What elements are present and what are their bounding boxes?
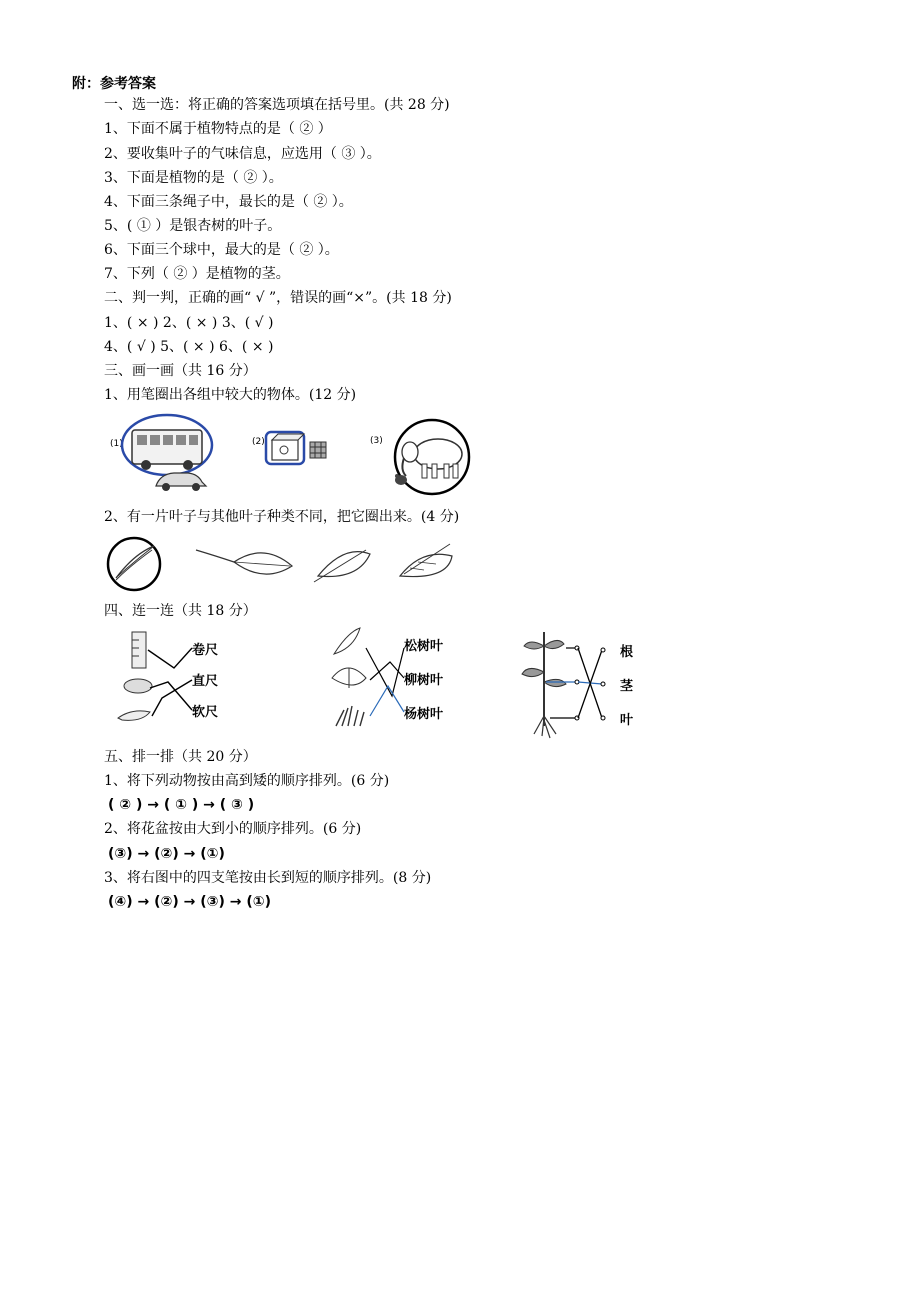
label-straight: 直尺 <box>192 674 219 689</box>
label-pine: 松树叶 <box>404 639 444 654</box>
s1-q4: 4、下面三条绳子中，最长的是（ ② ）。 <box>104 194 353 210</box>
s1-q3: 3、下面是植物的是（ ② ）。 <box>104 170 283 186</box>
s5-a3: (④) → (②) → (③) → (①) <box>108 894 272 910</box>
s1-q2: 2、要收集叶子的气味信息，应选用（ ③ ）。 <box>104 146 381 162</box>
match-line-6 <box>370 686 404 716</box>
label-willow: 柳树叶 <box>404 673 444 688</box>
leaf-icon-2 <box>196 550 292 574</box>
leaves-figure <box>104 532 464 594</box>
s5-a1: ( ② ) → ( ① ) → ( ③ ) <box>108 797 255 813</box>
section1-heading: 一、选一选：将正确的答案选项填在括号里。(共 28 分) <box>104 97 450 113</box>
section3-heading: 三、画一画（共 16 分） <box>104 363 257 379</box>
label-stem: 茎 <box>620 679 634 694</box>
match-line-2 <box>150 682 192 710</box>
label-root: 根 <box>620 645 634 660</box>
s5-q2: 2、将花盆按由大到小的顺序排列。(6 分) <box>104 821 362 837</box>
willow-leaf-icon <box>334 628 360 654</box>
leaf-icon-4 <box>400 544 452 577</box>
pine-leaf-icon <box>116 546 154 580</box>
fig-label-1: (1) <box>110 439 123 449</box>
label-tape: 卷尺 <box>192 643 219 658</box>
match-line-1 <box>148 648 192 668</box>
section2-heading: 二、判一判，正确的画“ √ ”，错误的画“×”。(共 18 分) <box>104 290 452 306</box>
car-icon <box>156 473 206 491</box>
label-soft: 软尺 <box>192 705 219 720</box>
soft-ruler-icon <box>118 711 150 720</box>
s2-row1: 1、( × ) 2、( × ) 3、( √ ) <box>104 315 274 331</box>
compare-size-figure <box>104 410 484 500</box>
s5-q1: 1、将下列动物按由高到矮的顺序排列。(6 分) <box>104 773 390 789</box>
tape-measure-icon <box>132 632 146 668</box>
section4-heading: 四、连一连（共 18 分） <box>104 603 257 619</box>
fig-label-2: (2) <box>252 437 265 447</box>
coiled-ruler-icon <box>124 679 152 693</box>
fig-label-3: (3) <box>370 436 383 446</box>
s2-row2: 4、( √ ) 5、( × ) 6、( × ) <box>104 339 274 355</box>
label-poplar: 杨树叶 <box>404 707 444 722</box>
s3-q2: 2、有一片叶子与其他叶子种类不同，把它圈出来。(4 分) <box>104 509 460 525</box>
plant-icon <box>522 632 566 738</box>
section5-heading: 五、排一排（共 20 分） <box>104 749 257 765</box>
s1-q1: 1、下面不属于植物特点的是（ ② ） <box>104 121 332 137</box>
s3-q1: 1、用笔圈出各组中较大的物体。(12 分) <box>104 387 357 403</box>
s1-q6: 6、下面三个球中，最大的是（ ② ）。 <box>104 242 339 258</box>
matching-figure <box>112 626 652 740</box>
bus-icon <box>132 430 202 470</box>
leaf-icon-3 <box>314 550 370 582</box>
s5-a2: (③) → (②) → (①) <box>108 846 225 862</box>
pine-needles-icon <box>336 706 364 726</box>
poplar-leaf-icon <box>332 668 366 688</box>
s5-q3: 3、将右图中的四支笔按由长到短的顺序排列。(8 分) <box>104 870 432 886</box>
box-icon <box>272 434 304 460</box>
cube-icon <box>310 442 326 458</box>
page-title: 附：参考答案 <box>72 76 156 92</box>
s1-q5: 5、( ① ）是银杏树的叶子。 <box>104 218 282 234</box>
s1-q7: 7、下列（ ② ）是植物的茎。 <box>104 266 290 282</box>
elephant-icon <box>402 439 462 478</box>
label-leaf: 叶 <box>620 713 634 728</box>
